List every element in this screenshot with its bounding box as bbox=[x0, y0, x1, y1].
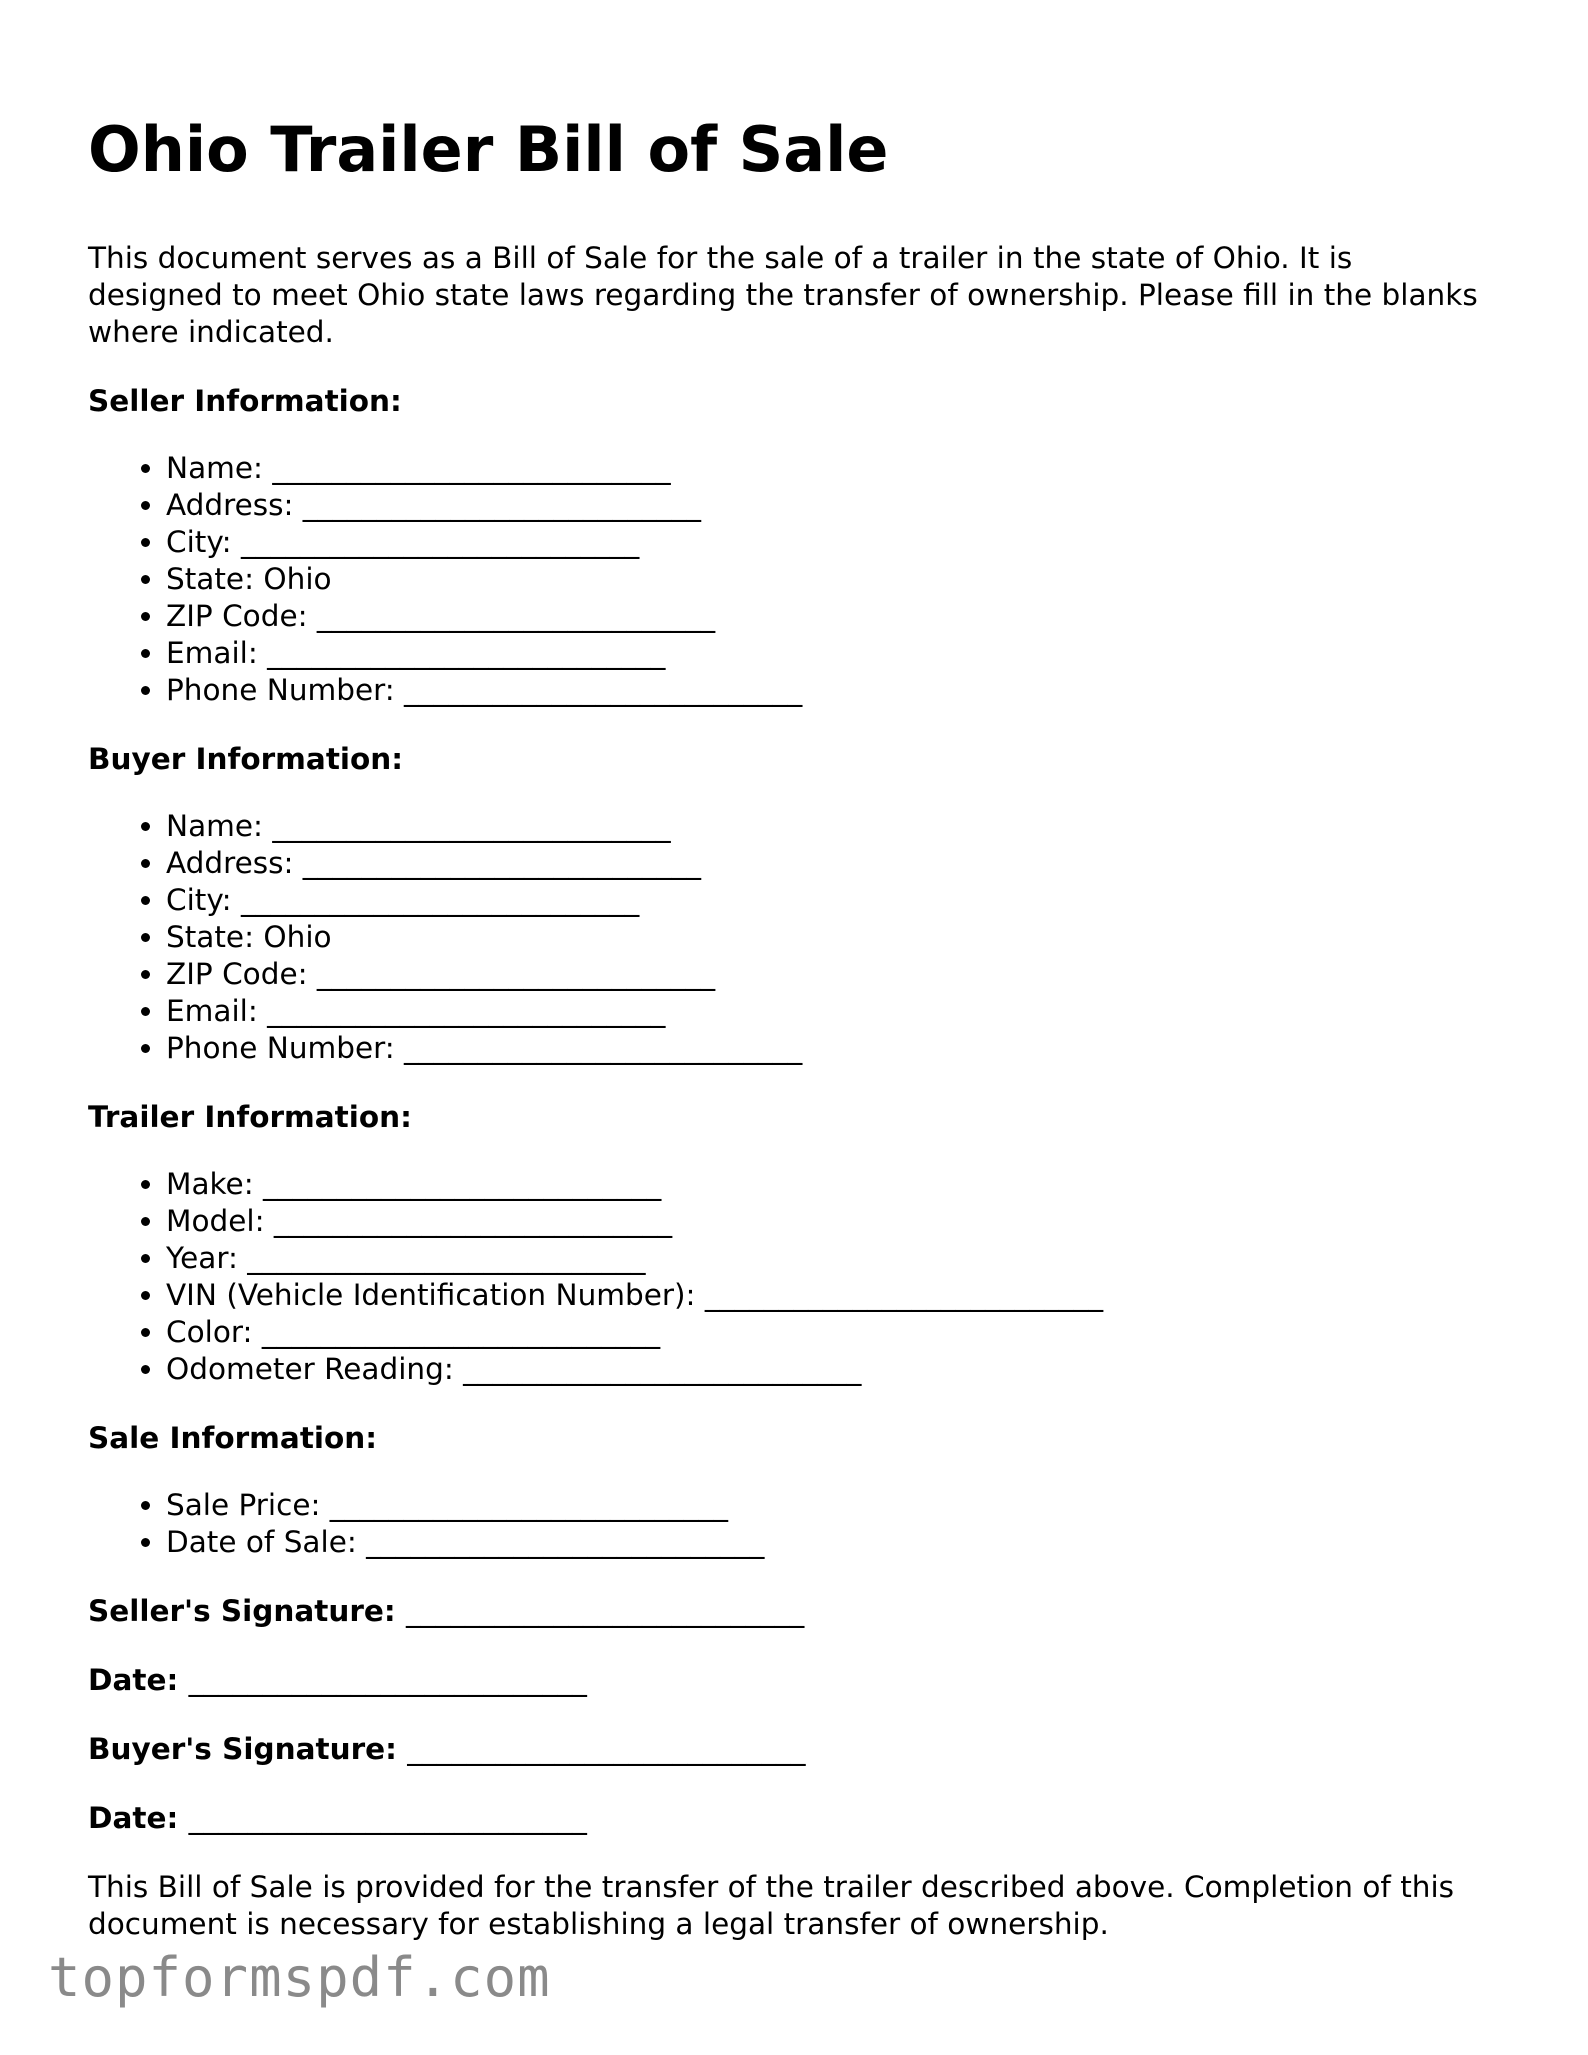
buyer-signature-blank[interactable]: ___________________________ bbox=[407, 1732, 806, 1766]
trailer-fields bbox=[88, 1166, 1488, 1388]
seller-heading: Seller Information: bbox=[88, 384, 402, 418]
trailer-odometer-field[interactable]: • Odometer Reading: ___________________________ bbox=[166, 1351, 1488, 1388]
seller-zip-field[interactable]: • ZIP Code: ___________________________ bbox=[166, 598, 1488, 635]
seller-address-field[interactable]: • Address: ___________________________ bbox=[166, 487, 1488, 524]
buyer-state-field: • State: Ohio bbox=[166, 919, 1488, 956]
buyer-name-field[interactable]: • Name: ___________________________ bbox=[166, 808, 1488, 845]
trailer-color-field[interactable]: • Color: ___________________________ bbox=[166, 1314, 1488, 1351]
trailer-heading: Trailer Information: bbox=[88, 1100, 412, 1134]
buyer-phone-field[interactable]: • Phone Number: ___________________________ bbox=[166, 1030, 1488, 1067]
sale-fields bbox=[88, 1487, 1488, 1561]
seller-signature-blank[interactable]: ___________________________ bbox=[406, 1594, 805, 1628]
trailer-model-field[interactable]: • Model: ___________________________ bbox=[166, 1203, 1488, 1240]
closing-paragraph: This Bill of Sale is provided for the transfer of the trailer described above. Completion of this document is necessary for establishing a legal transfer of ownership. bbox=[88, 1870, 1455, 1941]
trailer-vin-field[interactable]: • VIN (Vehicle Identification Number): ___________________________ bbox=[166, 1277, 1488, 1314]
seller-fields bbox=[88, 450, 1488, 709]
buyer-date-label: Date: bbox=[88, 1801, 179, 1835]
document-title: Ohio Trailer Bill of Sale bbox=[88, 113, 889, 186]
buyer-city-field[interactable]: • City: ___________________________ bbox=[166, 882, 1488, 919]
seller-phone-field[interactable]: • Phone Number: ___________________________ bbox=[166, 672, 1488, 709]
buyer-date-blank[interactable]: ___________________________ bbox=[188, 1801, 587, 1835]
watermark: topformspdf.com bbox=[48, 1946, 551, 2009]
seller-city-field[interactable]: • City: ___________________________ bbox=[166, 524, 1488, 561]
intro-paragraph: This document serves as a Bill of Sale for the sale of a trailer in the state of Ohio. It is designed to meet Ohio state laws regarding the transfer of ownership. Please fill in the blanks where indicated. bbox=[88, 241, 1478, 349]
trailer-year-field[interactable]: • Year: ___________________________ bbox=[166, 1240, 1488, 1277]
buyer-signature-label: Buyer's Signature: bbox=[88, 1732, 397, 1766]
buyer-signature-line bbox=[88, 1731, 1488, 1768]
trailer-make-field[interactable]: • Make: ___________________________ bbox=[166, 1166, 1488, 1203]
buyer-email-field[interactable]: • Email: ___________________________ bbox=[166, 993, 1488, 1030]
document-page bbox=[88, 108, 1488, 1943]
seller-state-field: • State: Ohio bbox=[166, 561, 1488, 598]
seller-signature-line bbox=[88, 1593, 1488, 1630]
sale-price-field[interactable]: • Sale Price: ___________________________ bbox=[166, 1487, 1488, 1524]
buyer-heading: Buyer Information: bbox=[88, 742, 404, 776]
seller-date-label: Date: bbox=[88, 1663, 179, 1697]
seller-signature-label: Seller's Signature: bbox=[88, 1594, 396, 1628]
seller-date-blank[interactable]: ___________________________ bbox=[188, 1663, 587, 1697]
buyer-fields bbox=[88, 808, 1488, 1067]
sale-date-field[interactable]: • Date of Sale: ___________________________ bbox=[166, 1524, 1488, 1561]
seller-date-line bbox=[88, 1662, 1488, 1699]
seller-name-field[interactable]: • Name: ___________________________ bbox=[166, 450, 1488, 487]
sale-heading: Sale Information: bbox=[88, 1421, 378, 1455]
seller-email-field[interactable]: • Email: ___________________________ bbox=[166, 635, 1488, 672]
buyer-date-line bbox=[88, 1800, 1488, 1837]
buyer-address-field[interactable]: • Address: ___________________________ bbox=[166, 845, 1488, 882]
buyer-zip-field[interactable]: • ZIP Code: ___________________________ bbox=[166, 956, 1488, 993]
